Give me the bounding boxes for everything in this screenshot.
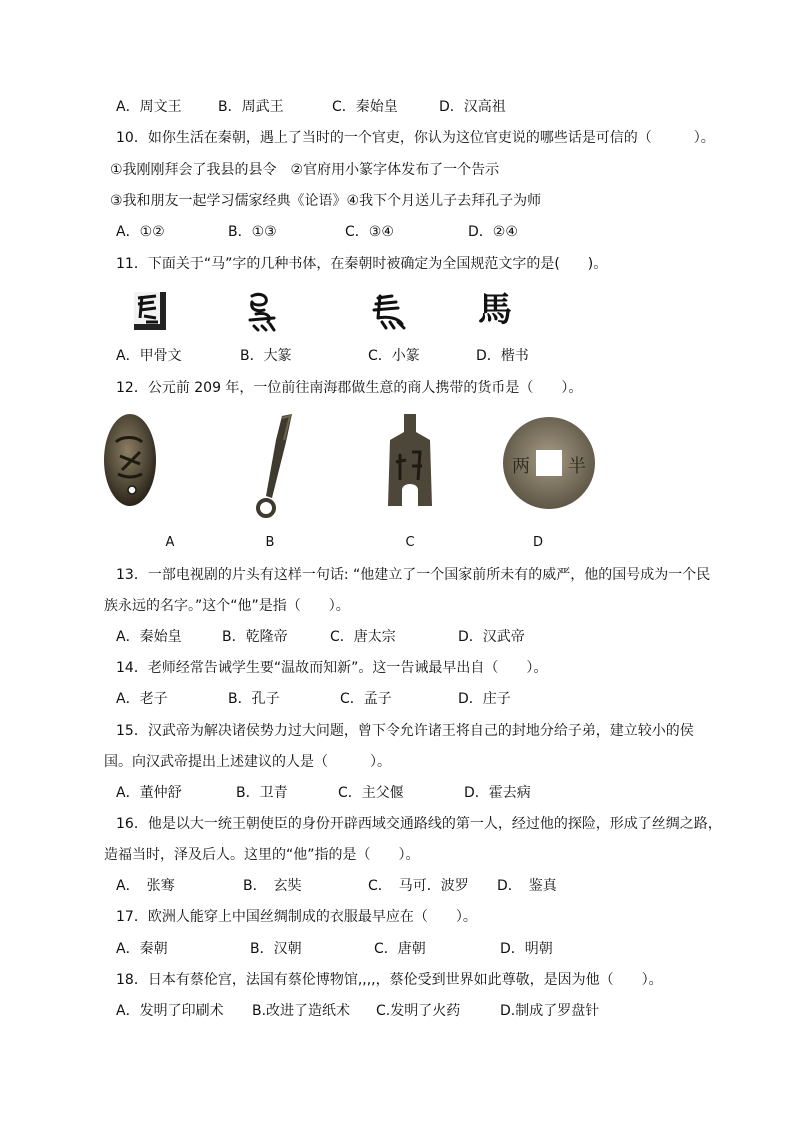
q13-option-b: B．乾隆帝 [222, 629, 288, 645]
kaishu-ma-glyph: 馬 [478, 290, 512, 330]
q10-items-line2: ③我和朋友一起学习儒家经典《论语》④我下个月送儿子去拜孔子为师 [110, 193, 542, 209]
q11-option-c: C．小篆 [368, 348, 420, 364]
q10-stem: 10．如你生活在秦朝，遇上了当时的一个官吏，你认为这位官吏说的哪些话是可信的（ ）。 [116, 130, 715, 146]
q14-option-b: B．孔子 [228, 691, 280, 707]
ban-liang-coin-image [500, 414, 598, 512]
q10-option-a: A．①② [116, 224, 165, 240]
q16-option-c: C． 马可．波罗 [368, 878, 469, 894]
q12-caption-a: A [165, 535, 175, 550]
q15-option-a: A．董仲舒 [116, 785, 182, 801]
q11-option-a: A．甲骨文 [116, 348, 182, 364]
q10-option-c: C．③④ [345, 224, 394, 240]
q18-option-c: C.发明了火药 [376, 1003, 461, 1019]
q18-stem: 18．日本有蔡伦宫，法国有蔡伦博物馆,,,,，蔡伦受到世界如此尊敬，是因为他（ ）。 [116, 972, 663, 988]
q11-option-d: D．楷书 [476, 348, 529, 364]
large-seal-ma-glyph [244, 290, 284, 334]
q16-stem-line1: 16．他是以大一统王朝使臣的身份开辟西域交通路线的第一人，经过他的探险，形成了丝绸之路， [116, 816, 722, 832]
q16-option-d: D． 鉴真 [497, 878, 557, 894]
q16-option-a: A． 张骞 [116, 878, 175, 894]
q9-option-d: D．汉高祖 [439, 99, 506, 115]
q15-option-c: C．主父偃 [338, 785, 404, 801]
q16-option-b: B． 玄奘 [243, 878, 302, 894]
q17-option-b: B．汉朝 [250, 941, 302, 957]
q10-option-d: D．②④ [468, 224, 518, 240]
q13-stem-line2: 族永远的名字。”这个“他”是指（ ）。 [104, 598, 350, 614]
q14-stem: 14．老师经常告诫学生要“温故而知新”。这一告诫最早出自（ ）。 [116, 660, 548, 676]
q9-option-c: C．秦始皇 [332, 99, 398, 115]
q17-option-a: A．秦朝 [116, 941, 168, 957]
q13-option-d: D．汉武帝 [458, 629, 525, 645]
coin-d-ban-glyph: 半 [568, 456, 586, 477]
q15-stem-line2: 国。向汉武帝提出上述建议的人是（ ）。 [104, 754, 391, 770]
q18-option-b: B.改进了造纸术 [252, 1003, 351, 1019]
q17-option-d: D．明朝 [500, 941, 553, 957]
q9-option-b: B．周武王 [218, 99, 284, 115]
q17-stem: 17．欧洲人能穿上中国丝绸制成的衣服最早应在（ ）。 [116, 909, 477, 925]
q18-option-d: D.制成了罗盘针 [500, 1003, 600, 1019]
q18-option-a: A．发明了印刷术 [116, 1003, 224, 1019]
q13-option-c: C．唐太宗 [330, 629, 396, 645]
q10-option-b: B．①③ [228, 224, 277, 240]
small-seal-ma-glyph [368, 290, 412, 334]
q15-option-d: D．霍去病 [464, 785, 531, 801]
q12-caption-b: B [265, 535, 275, 550]
q11-option-b: B．大篆 [240, 348, 292, 364]
q14-option-a: A．老子 [116, 691, 168, 707]
knife-coin-image [246, 412, 302, 524]
coin-d-liang-glyph: 两 [512, 456, 530, 477]
q11-stem: 11．下面关于“马”字的几种书体，在秦朝时被确定为全国规范文字的是( )。 [116, 256, 608, 272]
q10-items-line1: ①我刚刚拜会了我县的县令 ②官府用小篆字体发布了一个告示 [110, 162, 500, 178]
q15-option-b: B．卫青 [236, 785, 288, 801]
q16-stem-line2: 造福当时，泽及后人。这里的“他”指的是（ ）。 [104, 847, 420, 863]
q12-caption-d: D [532, 535, 543, 550]
q15-stem-line1: 15．汉武帝为解决诸侯势力过大问题，曾下令允许诸王将自己的封地分给子弟，建立较小的侯 [116, 723, 694, 739]
oracle-bone-ma-glyph [130, 288, 170, 334]
ant-nose-coin-image [102, 412, 158, 512]
q13-stem-line1: 13．一部电视剧的片头有这样一句话: “他建立了一个国家前所未有的威严，他的国号成为一个民 [116, 567, 711, 583]
q17-option-c: C．唐朝 [374, 941, 426, 957]
q14-option-d: D．庄子 [458, 691, 511, 707]
q12-caption-c: C [405, 535, 415, 550]
q9-option-a: A．周文王 [116, 99, 182, 115]
spade-coin-image [378, 410, 442, 512]
q14-option-c: C．孟子 [340, 691, 392, 707]
q12-stem: 12．公元前 209 年，一位前往南海郡做生意的商人携带的货币是（ ）。 [116, 380, 583, 396]
q13-option-a: A．秦始皇 [116, 629, 182, 645]
